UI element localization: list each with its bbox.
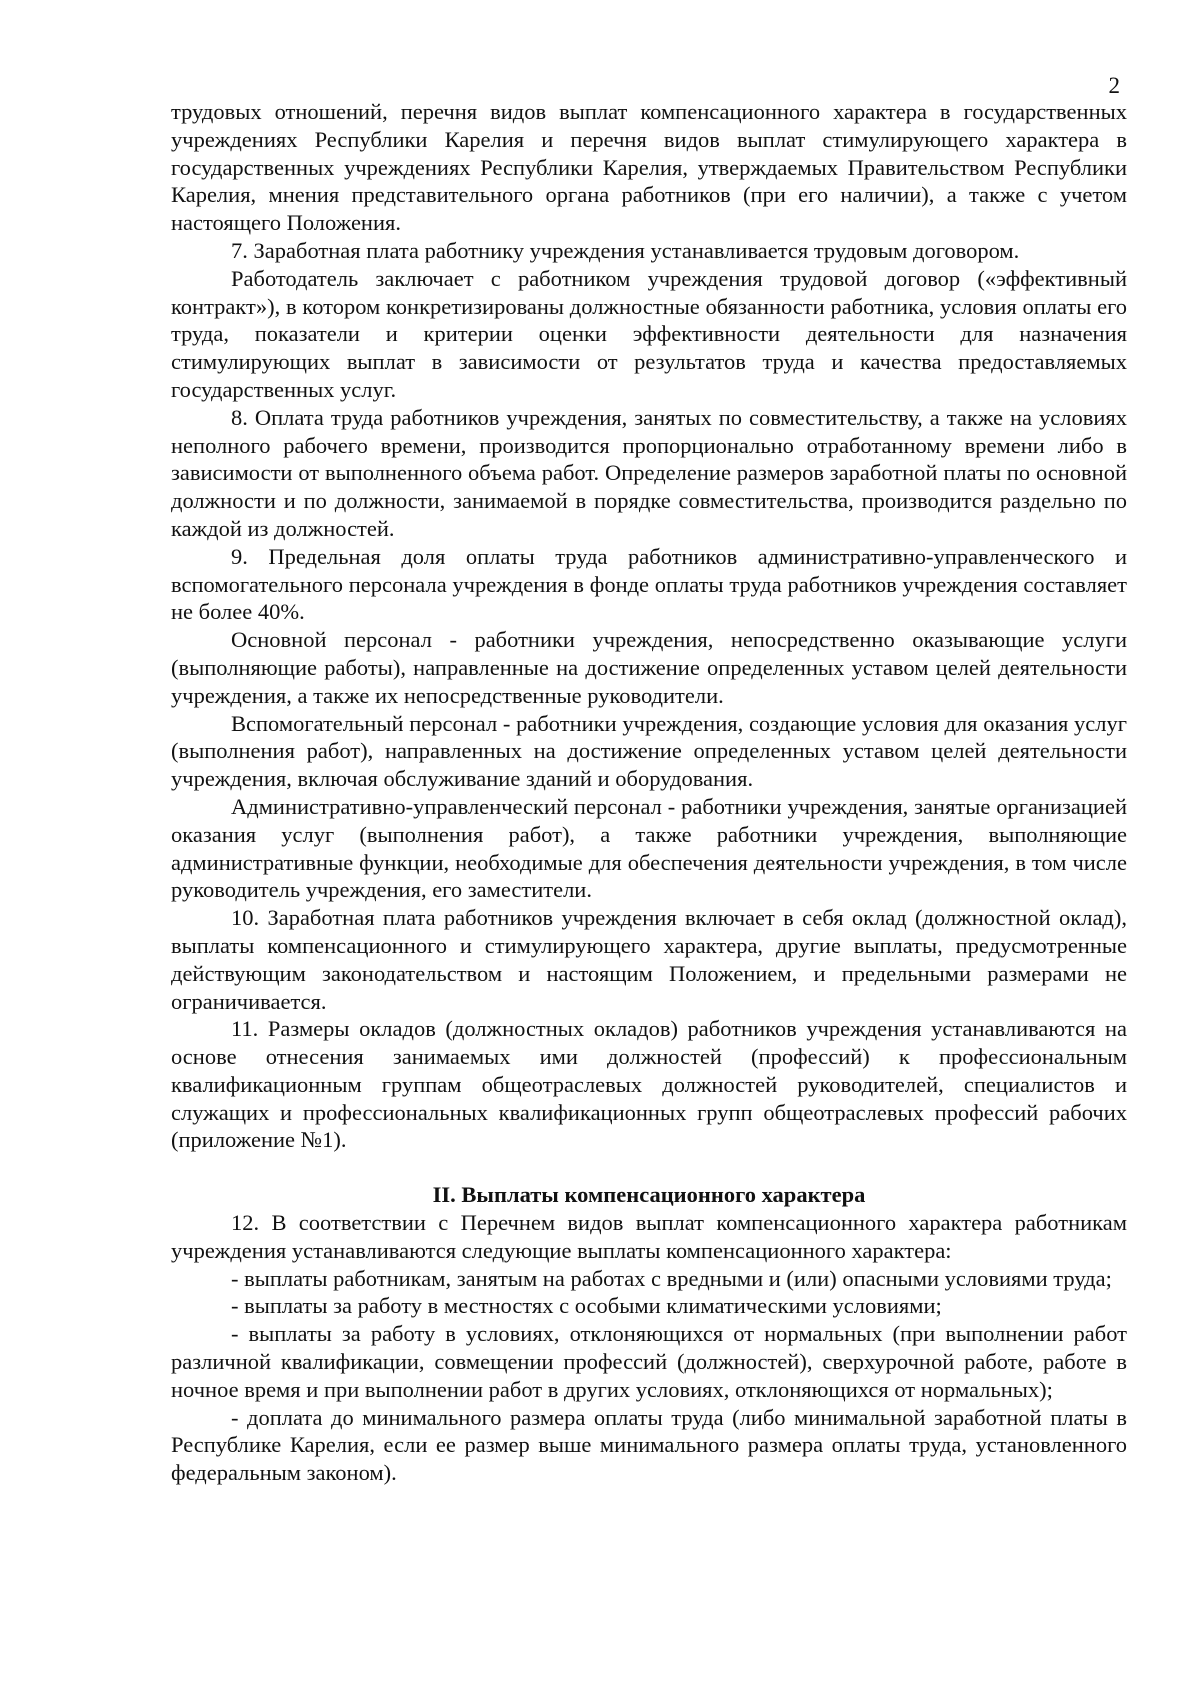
list-item-climate-conditions: - выплаты за работу в местностях с особыми климатическими условиями;: [231, 1293, 942, 1319]
document-body: [171, 98, 1127, 1487]
paragraph-continuation: трудовых отношений, перечня видов выплат компенсационного характера в государственных учреждениях Республики Карелия и перечня видов выплат стимулирующего характера в государственных учреждениях Республики Карелия, утверждаемых Правительством Республики Карелия, мнения представительного органа работников (при его наличии), а также с учетом настоящего Положения.: [171, 99, 1127, 236]
paragraph-item-12: 12. В соответствии с Перечнем видов выплат компенсационного характера работникам учреждения устанавливаются следующие выплаты компенсационного характера:: [171, 1210, 1127, 1263]
list-item-minimum-wage: - доплата до минимального размера оплаты труда (либо минимальной заработной платы в Республике Карелия, если ее размер выше минимального размера оплаты труда, установленного федеральным законом).: [171, 1404, 1127, 1486]
paragraph-item-11: 11. Размеры окладов (должностных окладов) работников учреждения устанавливаются на основе отнесения занимаемых ими должностей (профессий) к профессиональным квалификационным группам общеотраслевых должностей руководителей, специалистов и служащих и профессиональных квалификационных групп общеотраслевых профессий рабочих (приложение №1).: [171, 1016, 1127, 1153]
page-number: 2: [1108, 73, 1120, 98]
list-item-hazardous-work: - выплаты работникам, занятым на работах с вредными и (или) опасными условиями труда;: [231, 1265, 1112, 1291]
section-heading: II. Выплаты компенсационного характера: [432, 1182, 866, 1208]
paragraph-effective-contract: Работодатель заключает с работником учреждения трудовой договор («эффективный контракт»), в котором конкретизированы должностные обязанности работника, условия оплаты его труда, показатели и критерии оценки эффективности деятельности для назначения стимулирующих выплат в зависимости от результатов труда и качества предоставляемых государственных услуг.: [171, 265, 1127, 402]
paragraph-admin-staff: Административно-управленческий персонал - работники учреждения, занятые организацией оказания услуг (выполнения работ), а также работники учреждения, выполняющие административные функции, необходимые для обеспечения деятельности учреждения, в том числе руководитель учреждения, его заместители.: [171, 793, 1127, 903]
paragraph-item-9: 9. Предельная доля оплаты труда работников административно-управленческого и вспомогательного персонала учреждения в фонде оплаты труда работников учреждения составляет не более 40%.: [171, 543, 1127, 625]
paragraph-item-10: 10. Заработная плата работников учреждения включает в себя оклад (должностной оклад), выплаты компенсационного и стимулирующего характера, другие выплаты, предусмотренные действующим законодательством и настоящим Положением, и предельными размерами не ограничивается.: [171, 905, 1127, 1014]
paragraph-support-staff: Вспомогательный персонал - работники учреждения, создающие условия для оказания услуг (выполнения работ), направленных на достижение определенных уставом целей деятельности учреждения, включая обслуживание зданий и оборудования.: [171, 710, 1127, 792]
paragraph-item-7: 7. Заработная плата работнику учреждения устанавливается трудовым договором.: [231, 237, 1020, 263]
paragraph-main-staff: Основной персонал - работники учреждения, непосредственно оказывающие услуги (выполняющие работы), направленные на достижение определенных уставом целей деятельности учреждения, а также их непосредственные руководители.: [171, 627, 1127, 708]
paragraph-item-8: 8. Оплата труда работников учреждения, занятых по совместительству, а также на условиях неполного рабочего времени, производится пропорционально отработанному времени либо в зависимости от выполненного объема работ. Определение размеров заработной платы по основной должности и по должности, занимаемой в порядке совместительства, производится раздельно по каждой из должностей.: [171, 404, 1127, 541]
list-item-abnormal-conditions: - выплаты за работу в условиях, отклоняющихся от нормальных (при выполнении работ различной квалификации, совмещении профессий (должностей), сверхурочной работе, работе в ночное время и при выполнении работ в других условиях, отклоняющихся от нормальных);: [171, 1321, 1127, 1402]
